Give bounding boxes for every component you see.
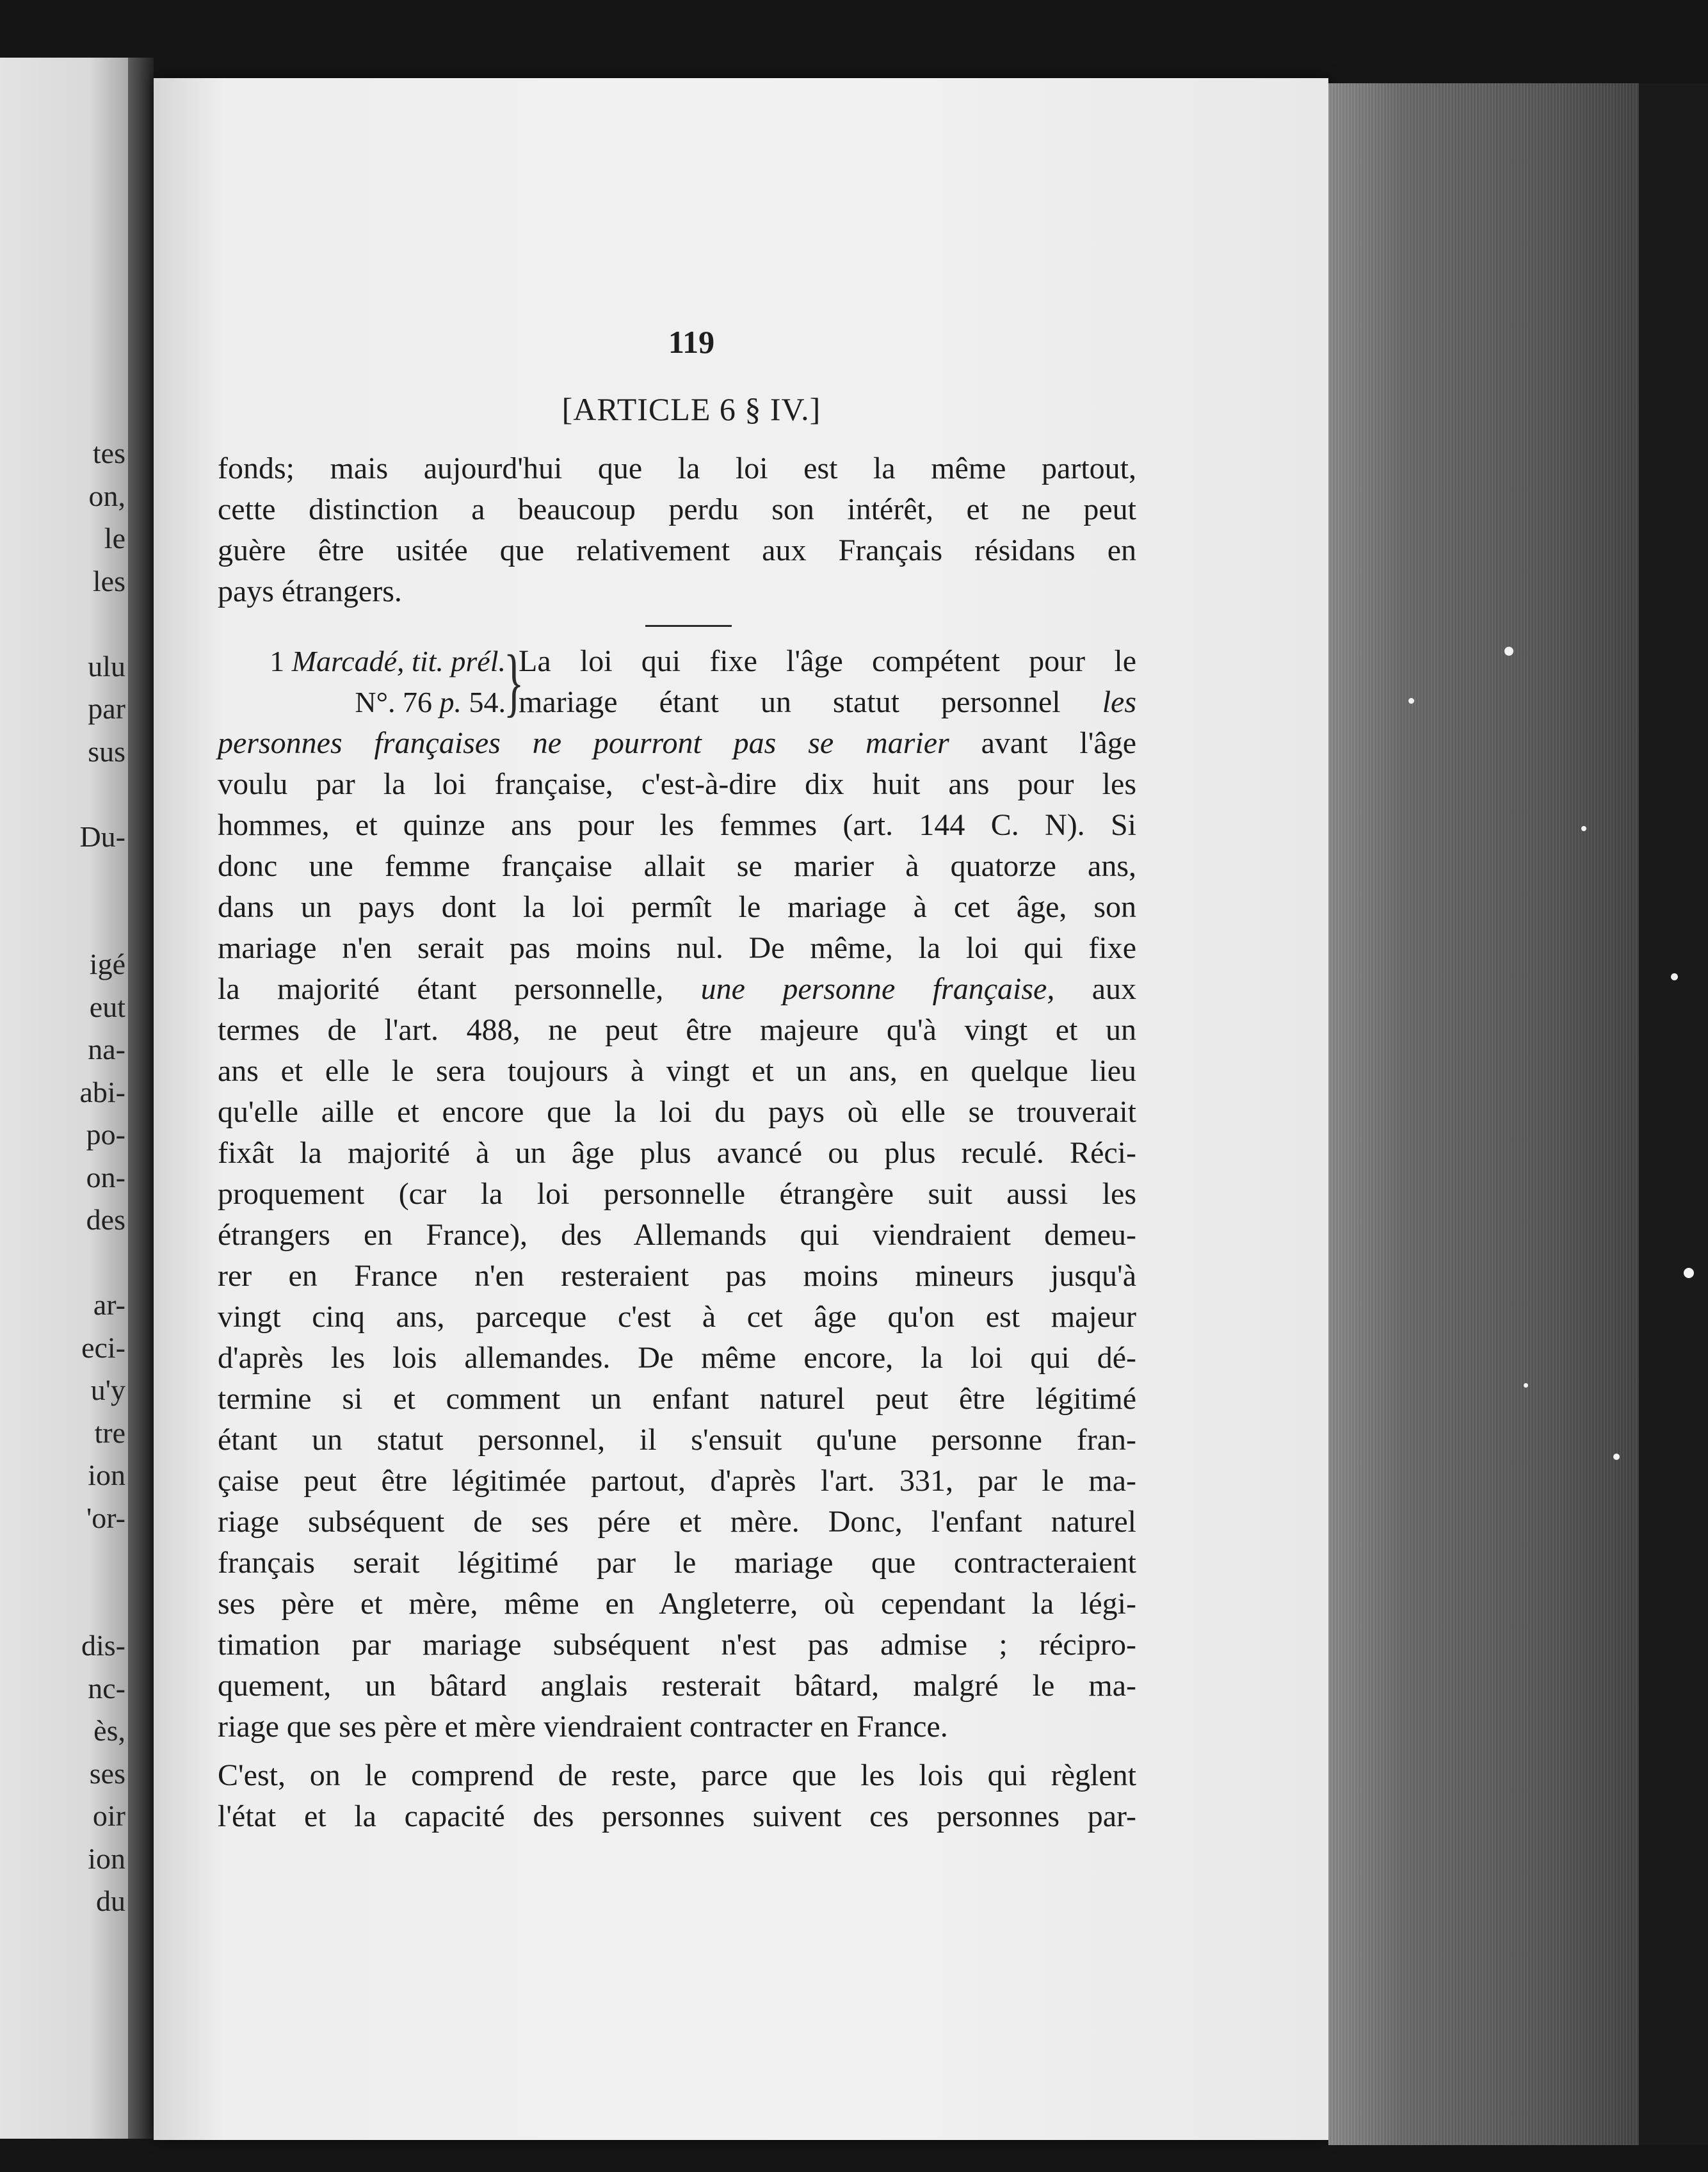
reference-citation: Marcadé, tit. prél.	[291, 645, 506, 677]
text-line: rer en France n'en resteraient pas moins mineurs jusqu'à	[218, 1259, 1136, 1293]
left-page-fragment: eci-	[81, 1331, 125, 1364]
book-fore-edge	[1328, 83, 1639, 2145]
text-line: fonds; mais aujourd'hui que la loi est la même partout,	[218, 451, 1136, 485]
left-page-fragment	[0, 603, 125, 645]
left-page-fragment: on,	[88, 479, 125, 512]
text-segment-italic: une personne française,	[700, 972, 1055, 1006]
text-line: termine si et comment un enfant naturel peut être légitimé	[218, 1382, 1136, 1416]
dust-speck	[1613, 1454, 1620, 1460]
left-page-fragment: les	[92, 564, 125, 597]
reference-page: 54.	[469, 686, 506, 718]
text-segment-italic: personnes françaises ne pourront pas se marier	[218, 726, 949, 760]
text-segment: la majorité étant personnelle,	[218, 972, 664, 1006]
text-line: La loi qui fixe l'âge compétent pour le	[519, 644, 1136, 678]
left-page-fragment	[0, 773, 125, 816]
left-page-fragment: Du-	[79, 820, 125, 853]
text-line: proquement (car la loi personnelle étrangère suit aussi les	[218, 1177, 1136, 1211]
paragraph-2	[218, 641, 1136, 1747]
left-page-fragment: ès,	[93, 1714, 125, 1747]
left-page-fragment: ar-	[93, 1288, 125, 1321]
left-page-fragment: tre	[94, 1416, 125, 1449]
dust-speck	[1684, 1268, 1694, 1278]
paragraph-3	[218, 1755, 1136, 1837]
text-line: termes de l'art. 488, ne peut être majeure qu'à vingt et un	[218, 1013, 1136, 1047]
left-page-fragment: dis-	[81, 1629, 125, 1662]
left-page-fragment: du	[96, 1884, 125, 1917]
text-line: hommes, et quinze ans pour les femmes (art. 144 C. N). Si	[218, 808, 1136, 842]
text-line: vingt cinq ans, parceque c'est à cet âge qu'on est majeur	[218, 1300, 1136, 1334]
body-text	[218, 448, 1136, 1837]
left-page-fragment	[0, 1539, 125, 1582]
left-page-fragment: le	[104, 522, 125, 555]
marginal-reference	[218, 641, 506, 682]
left-page-fragment: igé	[89, 948, 125, 980]
left-page-fragment: sus	[88, 734, 125, 768]
left-page-fragment: nc-	[88, 1671, 125, 1705]
text-line: étrangers en France), des Allemands qui viendraient demeu-	[218, 1218, 1136, 1252]
section-rule	[645, 625, 732, 627]
text-line: étant un statut personnel, il s'ensuit qu'une personne fran-	[218, 1423, 1136, 1457]
marginal-reference	[218, 682, 506, 723]
text-line: voulu par la loi française, c'est-à-dire dix huit ans pour les	[218, 767, 1136, 801]
left-page-fragment: tes	[92, 437, 125, 469]
text-line	[218, 969, 1136, 1010]
left-page-fragment	[0, 858, 125, 901]
text-line: pays étrangers.	[218, 574, 402, 608]
left-page-fragment: ulu	[88, 649, 125, 683]
left-page-fragment: u'y	[90, 1374, 125, 1406]
text-line: guère être usitée que relativement aux Français résidans en	[218, 533, 1136, 567]
text-line	[519, 682, 1136, 723]
reference-page-abbrev: p.	[439, 686, 462, 718]
dust-speck	[1581, 826, 1586, 831]
text-segment: aux	[1092, 972, 1137, 1006]
reference-number: N°. 76	[355, 686, 432, 718]
paragraph-1	[218, 448, 1136, 612]
page-number: 119	[668, 324, 715, 360]
dust-speck	[1524, 1383, 1528, 1388]
left-page-fragment	[0, 1242, 125, 1285]
scan-background	[1639, 83, 1708, 2145]
text-segment: mariage étant un statut personnel	[519, 685, 1061, 719]
text-line: C'est, on le comprend de reste, parce que les lois qui règlent	[218, 1758, 1136, 1792]
left-page-fragment: oir	[92, 1799, 125, 1832]
left-page-fragment: des	[86, 1203, 125, 1236]
running-head: [ARTICLE 6 § IV.]	[561, 391, 821, 427]
text-segment: avant l'âge	[981, 726, 1136, 760]
text-line: qu'elle aille et encore que la loi du pays où elle se trouverait	[218, 1095, 1136, 1129]
left-page-fragment: po-	[86, 1118, 125, 1151]
text-line: riage que ses père et mère viendraient contracter en France.	[218, 1710, 948, 1744]
text-line: riage subséquent de ses pére et mère. Donc, l'enfant naturel	[218, 1505, 1136, 1539]
text-line	[218, 723, 1136, 764]
text-line: cette distinction a beaucoup perdu son intérêt, et ne peut	[218, 492, 1136, 526]
left-page-fragment: abi-	[79, 1075, 125, 1108]
left-page-fragment: par	[88, 692, 125, 725]
left-page-fragment: 'or-	[86, 1501, 125, 1534]
dust-speck	[1504, 647, 1513, 656]
text-line: fixât la majorité à un âge plus avancé ou plus reculé. Réci-	[218, 1136, 1136, 1170]
reference-number: 1	[270, 645, 285, 677]
text-segment-italic: les	[1102, 685, 1137, 719]
text-line: d'après les lois allemandes. De même encore, la loi qui dé-	[218, 1341, 1136, 1375]
text-line: l'état et la capacité des personnes suivent ces personnes par-	[218, 1799, 1136, 1833]
book-gutter	[128, 58, 154, 2139]
left-page-fragment: na-	[88, 1033, 125, 1066]
text-line: mariage n'en serait pas moins nul. De même, la loi qui fixe	[218, 931, 1136, 965]
text-line: donc une femme française allait se marier à quatorze ans,	[218, 849, 1136, 883]
left-page-fragment	[0, 1582, 125, 1625]
dust-speck	[1671, 973, 1678, 980]
marginal-note-row-2	[218, 682, 1136, 723]
text-line: dans un pays dont la loi permît le mariage à cet âge, son	[218, 890, 1136, 924]
left-page-fragment: ion	[88, 1459, 125, 1491]
text-line: çaise peut être légitimée partout, d'après l'art. 331, par le ma-	[218, 1464, 1136, 1498]
left-page-fragment	[0, 901, 125, 944]
text-line: ans et elle le sera toujours à vingt et un ans, en quelque lieu	[218, 1054, 1136, 1088]
text-line: quement, un bâtard anglais resterait bâtard, malgré le ma-	[218, 1669, 1136, 1703]
left-page-fragment: on-	[86, 1160, 125, 1194]
brace-icon: }	[503, 639, 524, 724]
text-line: français serait légitimé par le mariage que contracteraient	[218, 1546, 1136, 1580]
left-page-fragment: ion	[88, 1842, 125, 1875]
left-page-fragment: eut	[89, 990, 125, 1023]
left-page-fragment: ses	[89, 1756, 125, 1790]
text-line: timation par mariage subséquent n'est pas admise ; récipro-	[218, 1628, 1136, 1662]
left-page-text-fragments	[0, 432, 125, 1923]
dust-speck	[1408, 698, 1414, 704]
text-line: ses père et mère, même en Angleterre, où cependant la légi-	[218, 1587, 1136, 1621]
